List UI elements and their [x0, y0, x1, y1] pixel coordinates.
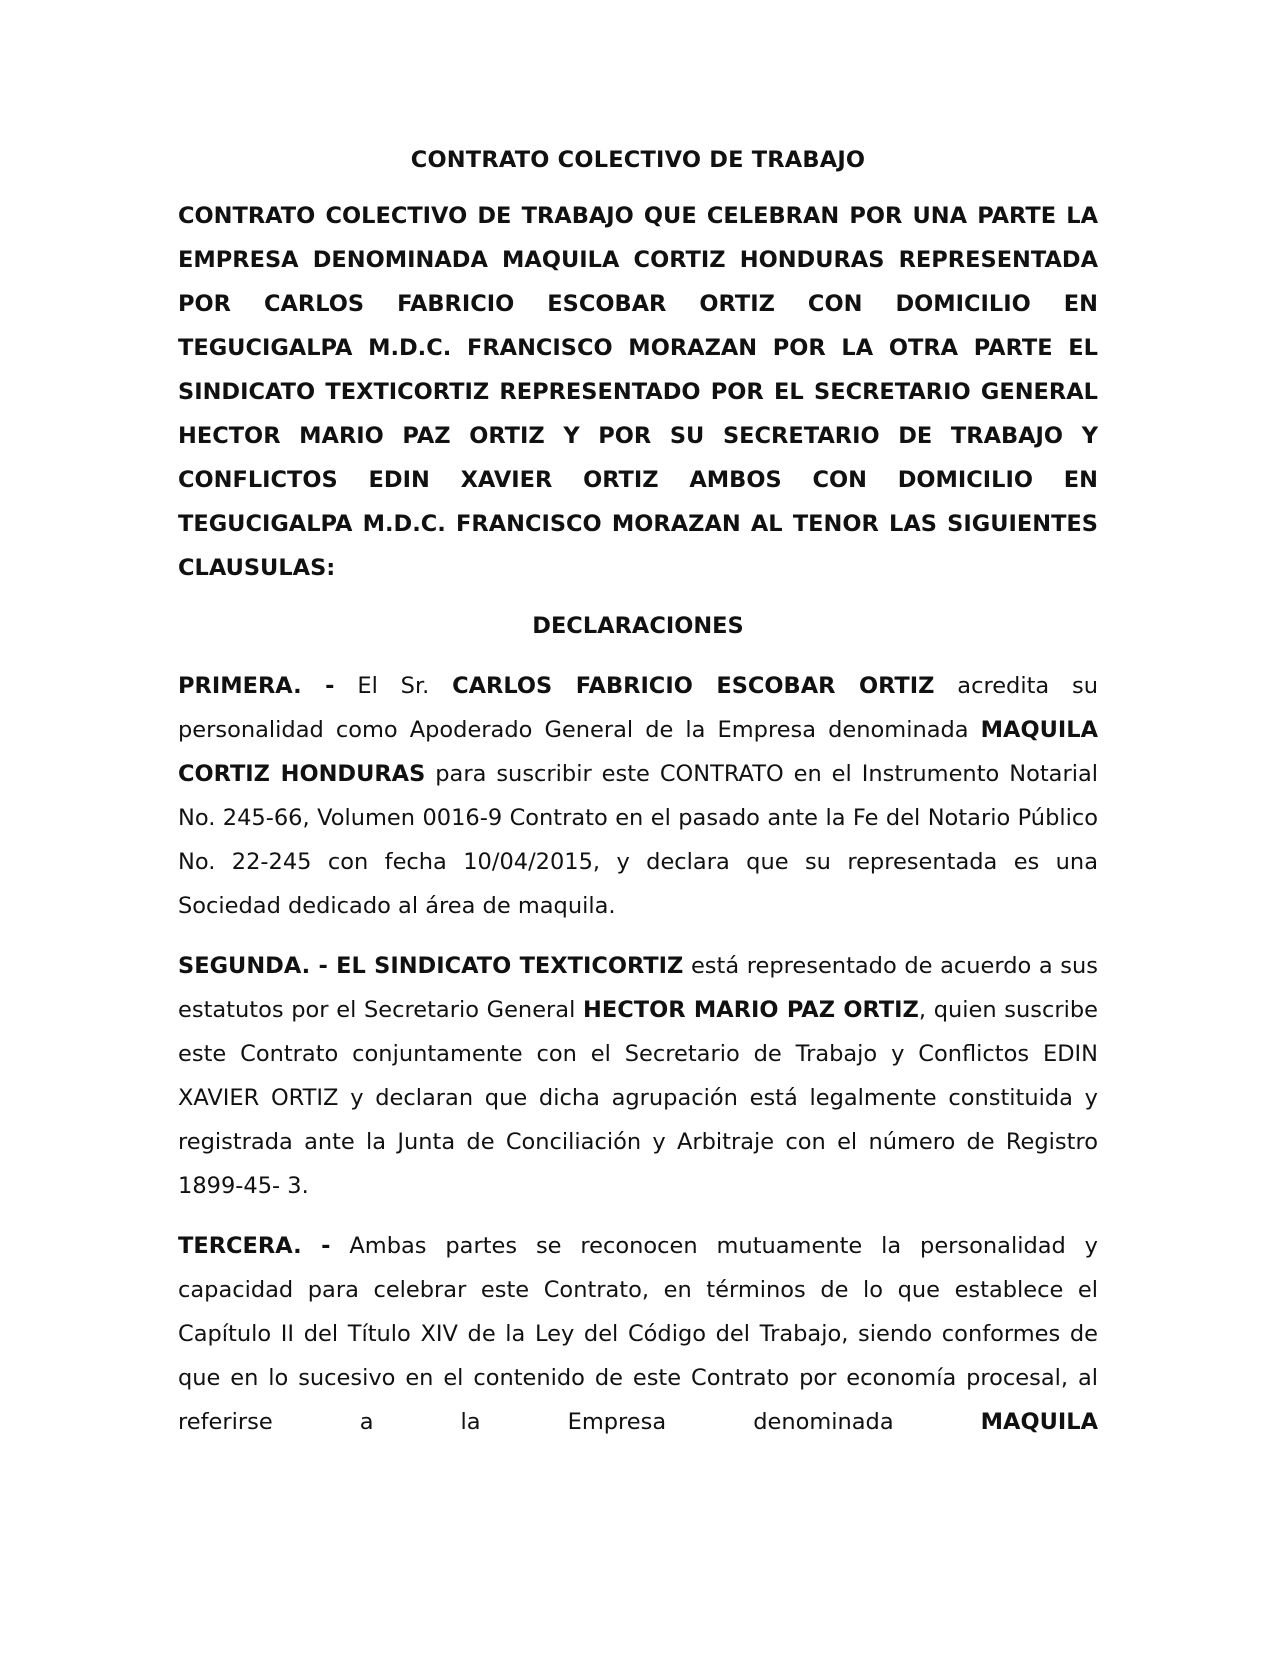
document-title: CONTRATO COLECTIVO DE TRABAJO: [410, 147, 866, 173]
clause-text: está representado de acuerdo a sus estatutos por el Secretario General: [178, 953, 1098, 1023]
contract-heading: CONTRATO COLECTIVO DE TRABAJO QUE CELEBRAN POR UNA PARTE LA EMPRESA DENOMINADA MAQUILA CORTIZ HONDURAS REPRESENTADA POR CARLOS FABRICIO ESCOBAR ORTIZ CON DOMICILIO EN TEGUCIGALPA M.D.C. FRANCISCO MORAZAN POR LA OTRA PARTE EL SINDICATO TEXTICORTIZ REPRESENTADO POR EL SECRETARIO GENERAL HECTOR MARIO PAZ ORTIZ Y POR SU SECRETARIO DE TRABAJO Y CONFLICTOS EDIN XAVIER ORTIZ AMBOS CON DOMICILIO EN TEGUCIGALPA M.D.C. FRANCISCO MORAZAN AL TENOR LAS SIGUIENTES CLAUSULAS:: [178, 203, 1098, 581]
document-page: [178, 138, 1098, 1460]
union-name: EL SINDICATO TEXTICORTIZ: [327, 953, 684, 979]
clause-text: para suscribir este CONTRATO en el Instrumento Notarial No. 245-66, Volumen 0016-9 Contrato en el pasado ante la Fe del Notario Público No. 22-245 con fecha 10/04/2015, y declara que su representada es una Sociedad dedicado al área de maquila.: [178, 761, 1098, 919]
company-name-partial: MAQUILA: [980, 1409, 1098, 1435]
company-name: MAQUILA CORTIZ HONDURAS: [178, 717, 1098, 787]
clause-text: acredita su personalidad como Apoderado General de la Empresa denominada: [178, 673, 1099, 743]
clause-text: El Sr.: [334, 673, 453, 699]
clause-label: PRIMERA. -: [178, 673, 335, 699]
clause-text: Ambas partes se reconocen mutuamente la personalidad y capacidad para celebrar este Contrato, en términos de lo que establece el Capítulo II del Título XIV de la Ley del Código del Trabajo, siendo conformes de que en lo sucesivo en el contenido de este Contrato por economía procesal, al referirse a la Empresa denominada: [178, 1233, 1098, 1435]
clause-primera: [178, 664, 1098, 928]
clause-label: TERCERA. -: [178, 1233, 331, 1259]
secretary-general-name: HECTOR MARIO PAZ ORTIZ: [583, 997, 919, 1023]
section-title-declaraciones: DECLARACIONES: [532, 613, 744, 639]
clause-label: SEGUNDA. -: [178, 953, 328, 979]
representative-name: CARLOS FABRICIO ESCOBAR ORTIZ: [452, 673, 935, 699]
clause-tercera: [178, 1224, 1098, 1444]
clause-segunda: [178, 944, 1098, 1208]
clause-text: , quien suscribe este Contrato conjuntamente con el Secretario de Trabajo y Conflictos EDIN XAVIER ORTIZ y declaran que dicha agrupación está legalmente constituida y registrada ante la Junta de Conciliación y Arbitraje con el número de Registro 1899-45- 3.: [178, 997, 1098, 1199]
